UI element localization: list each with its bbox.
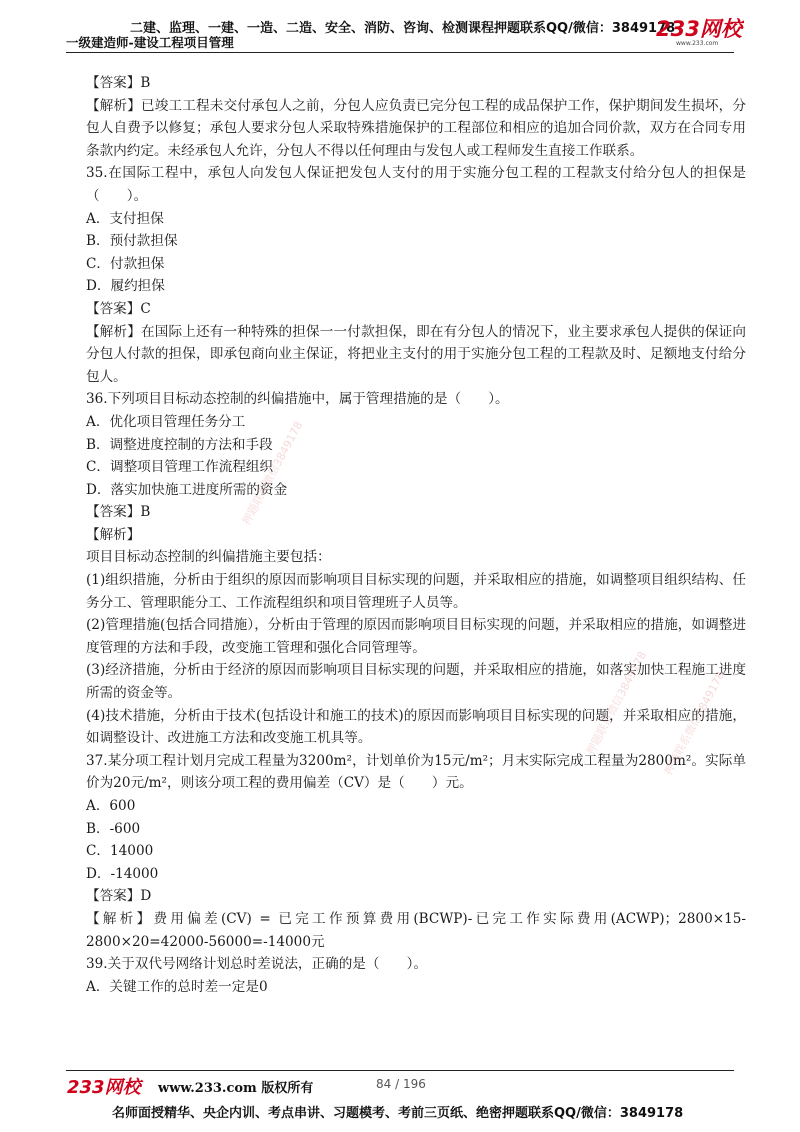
page-header [0, 0, 800, 60]
document-body [86, 72, 746, 998]
header-promo-text: 二建、监理、一建、一造、二造、安全、消防、咨询、检测课程押题联系QQ/微信：3849178 [130, 21, 676, 36]
answer-option: B．调整进度控制的方法和手段 [86, 436, 273, 453]
header-subject-title: 一级建造师-建设工程项目管理 [66, 35, 234, 50]
answer-option: C．调整项目管理工作流程组织 [86, 459, 274, 476]
paragraph: 【答案】D [86, 888, 152, 905]
answer-option: B．-600 [86, 820, 141, 837]
watermark-1: 押题联系微信3849178 [239, 419, 306, 528]
answer-option: A．关键工作的总时差一定是0 [86, 978, 268, 995]
answer-option: A．优化项目管理任务分工 [86, 413, 246, 430]
page-footer [0, 1060, 800, 1132]
paragraph: (2)管理措施(包括合同措施），分析由于管理的原因而影响项目目标实现的问题，并采取相应的措施，如调整进度管理的方法和手段，改变施工管理和强化合同管理等。 [86, 617, 746, 656]
footer-copyright: www.233.com 版权所有 [158, 1081, 314, 1096]
answer-option: D．-14000 [86, 865, 159, 882]
question-text: 36.下列项目目标动态控制的纠偏措施中，属于管理措施的是（ ）。 [86, 391, 509, 408]
watermark-3: 押题联系微信3849178 [661, 669, 728, 778]
footer-logo-text: 233网校 [67, 1077, 141, 1098]
question-text: 35.在国际工程中，承包人向发包人保证把发包人支付的用于实施分包工程的工程款支付给分包人的担保是（ ）。 [86, 165, 746, 204]
answer-option: C．14000 [86, 843, 154, 860]
answer-option: A．600 [86, 798, 136, 814]
footer-promo-text: 名师面授精华、央企内训、考点串讲、习题模考、考前三页纸、绝密押题联系QQ/微信：3849178 [112, 1106, 684, 1121]
paragraph: 【解析】 [86, 526, 141, 543]
paragraph: 【答案】B [86, 75, 151, 91]
logo-text: 233网校 [656, 17, 742, 41]
brand-logo-icon [654, 12, 744, 48]
paragraph: 【答案】C [86, 300, 151, 317]
answer-option: A．支付担保 [86, 210, 164, 227]
paragraph: 【答案】B [86, 504, 151, 521]
footer-divider [66, 1070, 734, 1071]
paragraph: (1)组织措施，分析由于组织的原因而影响项目目标实现的问题，并采取相应的措施，如调整项目组织结构、任务分工、管理职能分工、工作流程组织和项目管理班子人员等。 [86, 572, 746, 611]
header-divider [66, 52, 734, 53]
paragraph: (4)技术措施，分析由于技术(包括设计和施工的技术)的原因而影响项目目标实现的问题，并采取相应的措施，如调整设计、改进施工方法和改变施工机具等。 [86, 707, 746, 747]
answer-option: C．付款担保 [86, 255, 165, 272]
answer-option: D．落实加快施工进度所需的资金 [86, 481, 288, 498]
paragraph: 【解析】已竣工工程未交付承包人之前，分包人应负责已完分包工程的成品保护工作，保护期间发生损坏，分包人自费予以修复；承包人要求分包人采取特殊措施保护的工程部位和相应的追加合同价款，双方在合同专用条款内约定。未经承包人允许，分包人不得以任何理由与发包人或工程师发生直接工作联系。 [86, 97, 746, 159]
question-text: 39.关于双代号网络计划总时差说法，正确的是（ ）。 [86, 956, 428, 973]
paragraph: (3)经济措施，分析由于经济的原因而影响项目目标实现的问题，并采取相应的措施，如落实加快工程施工进度所需的资金等。 [86, 662, 746, 702]
question-text: 37.某分项工程计划月完成工程量为3200m²，计划单价为15元/m²；月末实际完成工程量为2800m²。实际单价为20元/m²，则该分项工程的费用偏差（CV）是（ ）元。 [86, 752, 746, 792]
paragraph: 【解析】费用偏差(CV) = 已完工作预算费用(BCWP)-已完工作实际费用(ACWP)；2800×15-2800×20=42000-56000=-14000元 [86, 910, 746, 950]
answer-option: B．预付款担保 [86, 233, 178, 250]
page-number: 84 / 196 [376, 1077, 426, 1091]
footer-logo-icon [66, 1074, 148, 1098]
logo-subtext: www.233.com [676, 40, 719, 47]
answer-option: D．履约担保 [86, 278, 165, 295]
paragraph: 【解析】在国际上还有一种特殊的担保一一付款担保，即在有分包人的情况下，业主要求承包人提供的保证向分包人付款的担保，即承包商向业主保证，将把业主支付的用于实施分包工程的工程款及时、足额地支付给分包人。 [86, 323, 746, 385]
watermark-2: 押题联系微信3849178 [583, 649, 650, 758]
paragraph: 项目目标动态控制的纠偏措施主要包括： [86, 549, 331, 566]
